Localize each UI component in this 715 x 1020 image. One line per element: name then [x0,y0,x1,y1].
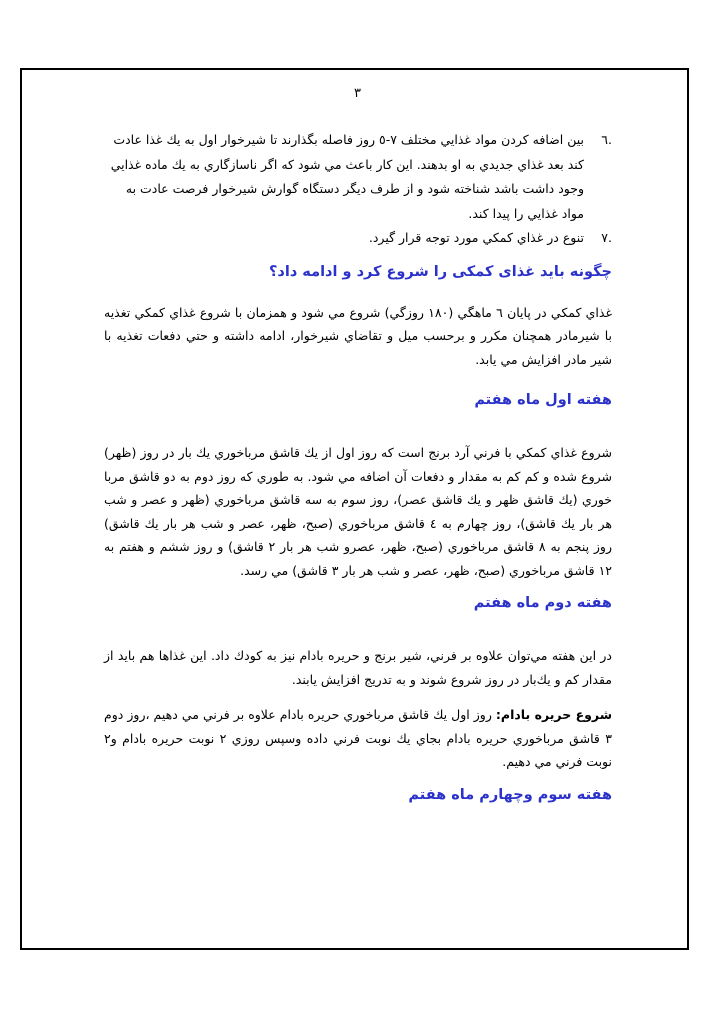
almond-lead: شروع حريره بادام: [495,707,612,722]
almond-text: روز اول يك قاشق مرباخوري حريره بادام علاوه بر فرني مي دهيم ،روز دوم ٣ قاشق مرباخوري حريره بادام بجاي يك نوبت فرني داده وسپس روزي ٢ نوبت حريره بادام و٢ نوبت فرني مي دهيم. [104,707,612,769]
paragraph-start: غذاي كمكي در پايان ٦ ماهگي (١٨٠ روزگي) شروع مي شود و همزمان با شروع غذاي كمكي تغذيه با شيرمادر همچنان مكرر و برحسب ميل و تقاضاي شيرخوار، ادامه داشته و حتي دفعات تغذيه با شير مادر افزايش مي يابد. [104,304,612,367]
numbered-list [104,128,612,251]
paragraph-week-1: شروع غذاي كمكي با فرني آرد برنج است كه روز اول از يك قاشق مرباخوري يك بار در روز (ظهر) شروع شده و كم كم به مقدار و دفعات آن اضافه مي شود. به طوري كه روز دوم به دو قاشق مربا خوري (يك قاشق ظهر و يك قاشق عصر)، روز سوم به سه قاشق مرباخوري (ظهر و عصر و شب هر بار يك قاشق)، روز چهارم به ٤ قاشق مرباخوري (صبح، ظهر، عصر و شب هر بار يك قاشق) روز پنجم به ٨ قاشق مرباخوري (صبح، ظهر، عصرو شب هر بار ٢ قاشق) و روز ششم و هفتم به ١٢ قاشق مرباخوري (صبح، ظهر، عصر و شب هر بار ٣ قاشق) مي رسد. [104,445,612,578]
list-item [104,128,612,226]
list-item-number: .٦ [601,132,612,147]
list-item-number: .٧ [601,230,612,245]
heading-week-3-4: هفته سوم وچهارم ماه هفتم [408,786,612,803]
paragraph-almond [104,703,612,774]
document-body [104,128,612,806]
heading-week-1: هفته اول ماه هفتم [474,392,612,408]
heading-how-to-start: چگونه باید غذای کمکی را شروع کرد و ادامه داد؟ [269,263,612,280]
heading-week-2: هفته دوم ماه هفتم [473,595,612,611]
list-item [104,226,612,251]
page-number: ٣ [354,86,361,101]
list-item-text: بين اضافه كردن مواد غذايي مختلف ٧-٥ روز فاصله بگذارند تا شيرخوار اول به يك غذا عادت كند بعد غذاي جديدي به او بدهند. اين كار باعث مي شود كه اگر ناسازگاري به يك ماده غذايي وجود داشت باشد شناخته شود و از طرف ديگر دستگاه گوارش شيرخوار فرصت عادت به مواد غذايي را پيدا كند. [110,132,584,221]
paragraph-week-2: در اين هفته مي‌توان علاوه بر فرني، شير برنج و حريره بادام نيز به كودك داد. اين غذاها هم بايد از مقدار كم و يك‌بار در روز شروع شوند و به تدريج افزايش يابند. [104,648,612,687]
list-item-text: تنوع در غذاي كمكي مورد توجه قرار گيرد. [368,230,584,245]
